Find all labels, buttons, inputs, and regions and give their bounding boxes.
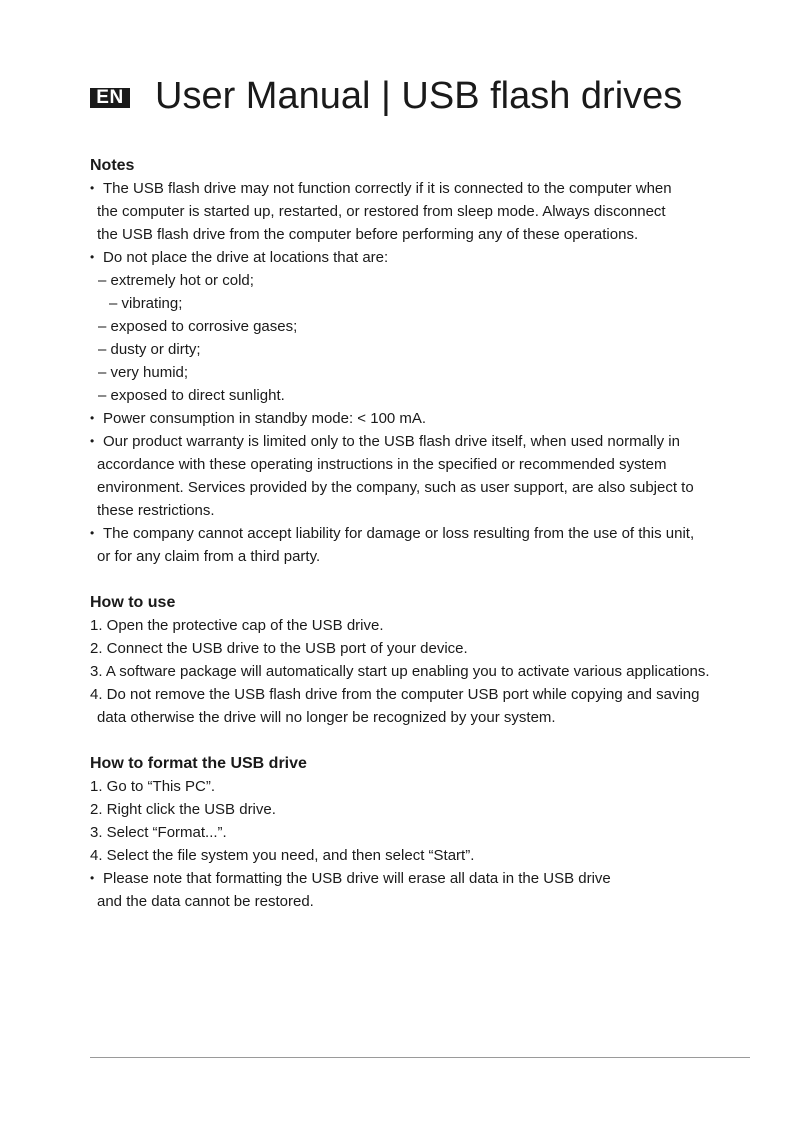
use-step-continued: data otherwise the drive will no longer be recognized by your system.	[97, 709, 556, 726]
manual-content	[90, 154, 750, 936]
location-item: – very humid;	[90, 361, 750, 384]
location-item: – exposed to corrosive gases;	[90, 315, 750, 338]
how-to-format-heading: How to format the USB drive	[90, 755, 307, 772]
note-item: • The company cannot accept liability for damage or loss resulting from the use of this unit,	[90, 522, 750, 545]
note-item-continued: the computer is started up, restarted, or restored from sleep mode. Always disconnect	[97, 203, 666, 220]
page-title: User Manual | USB flash drives	[155, 75, 683, 117]
how-to-use-heading: How to use	[90, 594, 176, 611]
format-note: • Please note that formatting the USB drive will erase all data in the USB drive	[90, 867, 750, 890]
note-item-continued: the USB flash drive from the computer before performing any of these operations.	[97, 226, 639, 243]
note-item: • Do not place the drive at locations that are:	[90, 246, 750, 269]
note-item: • The USB flash drive may not function correctly if it is connected to the computer when	[90, 177, 750, 200]
location-item: – exposed to direct sunlight.	[90, 384, 750, 407]
note-item-continued: accordance with these operating instructions in the specified or recommended system	[97, 456, 667, 473]
notes-heading: Notes	[90, 157, 135, 174]
use-step: 2. Connect the USB drive to the USB port of your device.	[90, 640, 468, 657]
format-step: 2. Right click the USB drive.	[90, 801, 276, 818]
how-to-use-section	[90, 591, 750, 729]
note-item: • Power consumption in standby mode: < 100 mA.	[90, 407, 750, 430]
format-note-continued: and the data cannot be restored.	[97, 893, 314, 910]
format-step: 1. Go to “This PC”.	[90, 778, 216, 795]
location-item: – dusty or dirty;	[90, 338, 750, 361]
how-to-format-section	[90, 752, 750, 913]
use-step: 3. A software package will automatically start up enabling you to activate various applications.	[90, 663, 710, 680]
footer-divider	[90, 1057, 750, 1058]
notes-section	[90, 154, 750, 568]
note-item-continued: or for any claim from a third party.	[97, 548, 321, 565]
use-step: 4. Do not remove the USB flash drive from the computer USB port while copying and saving	[90, 686, 700, 703]
format-step: 4. Select the file system you need, and then select “Start”.	[90, 847, 475, 864]
language-badge: EN	[90, 88, 130, 108]
use-step: 1. Open the protective cap of the USB drive.	[90, 617, 384, 634]
location-item: – vibrating;	[90, 292, 750, 315]
note-item-continued: environment. Services provided by the company, such as user support, are also subject to	[97, 479, 694, 496]
note-item: • Our product warranty is limited only to the USB flash drive itself, when used normally in	[90, 430, 750, 453]
note-item-continued: these restrictions.	[97, 502, 215, 519]
location-item: – extremely hot or cold;	[90, 269, 750, 292]
format-step: 3. Select “Format...”.	[90, 824, 227, 841]
